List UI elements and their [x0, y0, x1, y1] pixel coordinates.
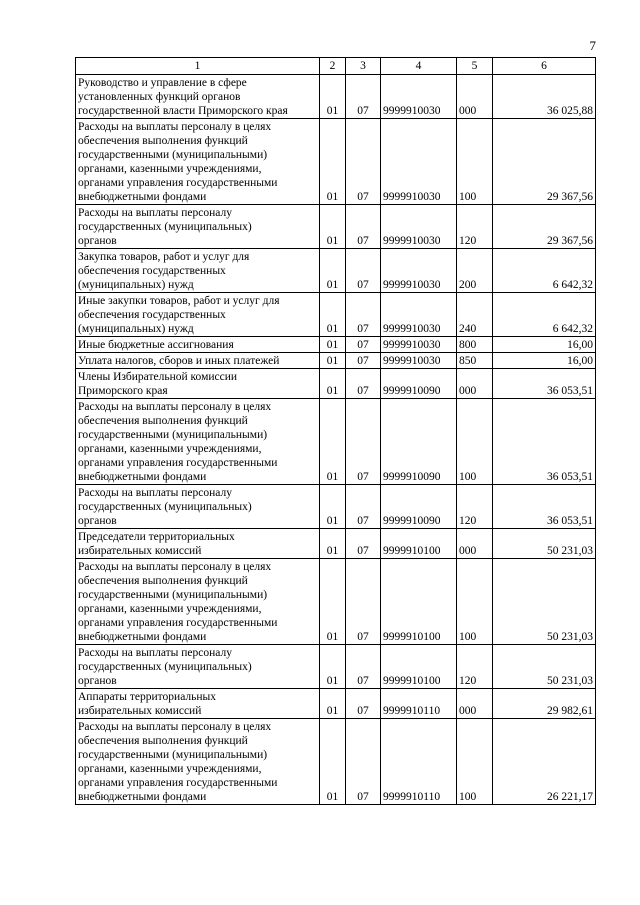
row-name-cell: [76, 399, 320, 485]
amount-cell: 50 231,03: [493, 559, 596, 645]
amount-cell: 50 231,03: [493, 529, 596, 559]
row-name-line: внебюджетными фондами: [78, 191, 207, 203]
section-cell: 01: [320, 559, 346, 645]
amount-cell: 16,00: [493, 337, 596, 353]
row-name-line: избирательных комиссий: [78, 705, 202, 717]
row-name-line: государственными (муниципальными): [78, 749, 268, 761]
amount-cell: 50 231,03: [493, 645, 596, 689]
target-article-cell: 9999910110: [381, 719, 457, 805]
expense-type-cell: 000: [457, 75, 493, 119]
expense-type-cell: 120: [457, 485, 493, 529]
subsection-cell: 07: [346, 249, 381, 293]
row-name-line: органов: [78, 235, 117, 247]
column-header-2: 2: [320, 58, 346, 75]
row-name-line: Председатели территориальных: [78, 531, 235, 543]
row-name-line: Иные закупки товаров, работ и услуг для: [78, 295, 280, 307]
amount-cell: 29 982,61: [493, 689, 596, 719]
table-row: [76, 719, 596, 805]
row-name-line: органами, казенными учреждениями,: [78, 603, 262, 615]
expense-type-cell: 100: [457, 719, 493, 805]
amount-cell: 26 221,17: [493, 719, 596, 805]
row-name-line: органами, казенными учреждениями,: [78, 443, 262, 455]
table-row: [76, 369, 596, 399]
table-row: [76, 559, 596, 645]
table-row: [76, 353, 596, 369]
expense-type-cell: 100: [457, 119, 493, 205]
row-name-line: Расходы на выплаты персоналу в целях: [78, 561, 272, 573]
amount-cell: 29 367,56: [493, 205, 596, 249]
expense-type-cell: 100: [457, 399, 493, 485]
column-header-5: 5: [457, 58, 493, 75]
subsection-cell: 07: [346, 645, 381, 689]
table-row: [76, 119, 596, 205]
subsection-cell: 07: [346, 689, 381, 719]
row-name-line: государственных (муниципальных): [78, 501, 252, 513]
amount-cell: 29 367,56: [493, 119, 596, 205]
row-name-line: органов: [78, 675, 117, 687]
target-article-cell: 9999910100: [381, 645, 457, 689]
table-row: [76, 399, 596, 485]
row-name-cell: [76, 719, 320, 805]
expense-type-cell: 800: [457, 337, 493, 353]
row-name-line: Расходы на выплаты персоналу в целях: [78, 721, 272, 733]
row-name-line: Закупка товаров, работ и услуг для: [78, 251, 250, 263]
table-row: [76, 485, 596, 529]
column-header-3: 3: [346, 58, 381, 75]
row-name-line: обеспечения выполнения функций: [78, 735, 248, 747]
subsection-cell: 07: [346, 119, 381, 205]
target-article-cell: 9999910030: [381, 75, 457, 119]
expense-type-cell: 200: [457, 249, 493, 293]
target-article-cell: 9999910030: [381, 353, 457, 369]
row-name-line: внебюджетными фондами: [78, 471, 207, 483]
row-name-cell: [76, 75, 320, 119]
row-name-line: (муниципальных) нужд: [78, 279, 194, 291]
table-row: [76, 689, 596, 719]
row-name-line: Аппараты территориальных: [78, 691, 217, 703]
table-row: [76, 293, 596, 337]
amount-cell: 36 053,51: [493, 369, 596, 399]
table-row: [76, 529, 596, 559]
expense-type-cell: 100: [457, 559, 493, 645]
expense-type-cell: 000: [457, 689, 493, 719]
table-row: [76, 75, 596, 119]
subsection-cell: 07: [346, 353, 381, 369]
row-name-line: органами управления государственными: [78, 777, 278, 789]
amount-cell: 36 053,51: [493, 485, 596, 529]
row-name-cell: [76, 485, 320, 529]
row-name-line: государственной власти Приморского края: [78, 105, 288, 117]
row-name-line: государственных (муниципальных): [78, 221, 252, 233]
row-name-line: избирательных комиссий: [78, 545, 202, 557]
table-row: [76, 249, 596, 293]
amount-cell: 16,00: [493, 353, 596, 369]
row-name-line: установленных функций органов: [78, 91, 241, 103]
row-name-cell: [76, 337, 320, 353]
table-row: [76, 645, 596, 689]
section-cell: 01: [320, 353, 346, 369]
section-cell: 01: [320, 205, 346, 249]
page-number: 7: [589, 38, 596, 53]
subsection-cell: 07: [346, 293, 381, 337]
subsection-cell: 07: [346, 369, 381, 399]
row-name-line: Расходы на выплаты персоналу в целях: [78, 121, 272, 133]
row-name-line: органов: [78, 515, 117, 527]
table-header-row: [76, 58, 596, 75]
subsection-cell: 07: [346, 399, 381, 485]
subsection-cell: 07: [346, 485, 381, 529]
target-article-cell: 9999910090: [381, 369, 457, 399]
row-name-line: Приморского края: [78, 385, 168, 397]
expense-type-cell: 240: [457, 293, 493, 337]
row-name-cell: [76, 369, 320, 399]
row-name-cell: [76, 645, 320, 689]
section-cell: 01: [320, 399, 346, 485]
row-name-line: органами, казенными учреждениями,: [78, 763, 262, 775]
amount-cell: 36 025,88: [493, 75, 596, 119]
row-name-line: обеспечения государственных: [78, 309, 226, 321]
table-row: [76, 337, 596, 353]
row-name-cell: [76, 119, 320, 205]
amount-cell: 6 642,32: [493, 249, 596, 293]
row-name-line: Уплата налогов, сборов и иных платежей: [78, 355, 280, 367]
subsection-cell: 07: [346, 529, 381, 559]
target-article-cell: 9999910100: [381, 529, 457, 559]
section-cell: 01: [320, 119, 346, 205]
row-name-line: Расходы на выплаты персоналу в целях: [78, 401, 272, 413]
subsection-cell: 07: [346, 719, 381, 805]
row-name-line: органами, казенными учреждениями,: [78, 163, 262, 175]
section-cell: 01: [320, 337, 346, 353]
budget-table: [75, 57, 596, 805]
target-article-cell: 9999910090: [381, 485, 457, 529]
expense-type-cell: 120: [457, 645, 493, 689]
row-name-line: Расходы на выплаты персоналу: [78, 487, 232, 499]
table-row: [76, 205, 596, 249]
subsection-cell: 07: [346, 559, 381, 645]
target-article-cell: 9999910030: [381, 205, 457, 249]
row-name-line: внебюджетными фондами: [78, 791, 207, 803]
row-name-line: государственными (муниципальными): [78, 429, 268, 441]
target-article-cell: 9999910030: [381, 293, 457, 337]
row-name-line: органами управления государственными: [78, 617, 278, 629]
target-article-cell: 9999910030: [381, 337, 457, 353]
row-name-line: государственных (муниципальных): [78, 661, 252, 673]
target-article-cell: 9999910030: [381, 249, 457, 293]
column-header-1: 1: [76, 58, 320, 75]
column-header-4: 4: [381, 58, 457, 75]
subsection-cell: 07: [346, 75, 381, 119]
target-article-cell: 9999910110: [381, 689, 457, 719]
row-name-line: Руководство и управление в сфере: [78, 77, 247, 89]
row-name-line: обеспечения государственных: [78, 265, 226, 277]
row-name-cell: [76, 689, 320, 719]
section-cell: 01: [320, 529, 346, 559]
subsection-cell: 07: [346, 337, 381, 353]
row-name-line: государственными (муниципальными): [78, 149, 268, 161]
table-body: [76, 75, 596, 805]
row-name-line: обеспечения выполнения функций: [78, 135, 248, 147]
row-name-line: Расходы на выплаты персоналу: [78, 647, 232, 659]
row-name-line: обеспечения выполнения функций: [78, 415, 248, 427]
row-name-cell: [76, 529, 320, 559]
section-cell: 01: [320, 485, 346, 529]
row-name-cell: [76, 293, 320, 337]
row-name-line: обеспечения выполнения функций: [78, 575, 248, 587]
section-cell: 01: [320, 645, 346, 689]
row-name-line: государственными (муниципальными): [78, 589, 268, 601]
amount-cell: 6 642,32: [493, 293, 596, 337]
column-header-6: 6: [493, 58, 596, 75]
row-name-cell: [76, 205, 320, 249]
row-name-line: Члены Избирательной комиссии: [78, 371, 238, 383]
section-cell: 01: [320, 369, 346, 399]
row-name-cell: [76, 249, 320, 293]
section-cell: 01: [320, 689, 346, 719]
row-name-line: внебюджетными фондами: [78, 631, 207, 643]
target-article-cell: 9999910090: [381, 399, 457, 485]
row-name-line: Расходы на выплаты персоналу: [78, 207, 232, 219]
row-name-cell: [76, 559, 320, 645]
row-name-line: (муниципальных) нужд: [78, 323, 194, 335]
amount-cell: 36 053,51: [493, 399, 596, 485]
section-cell: 01: [320, 293, 346, 337]
row-name-line: органами управления государственными: [78, 457, 278, 469]
expense-type-cell: 000: [457, 369, 493, 399]
row-name-line: органами управления государственными: [78, 177, 278, 189]
expense-type-cell: 000: [457, 529, 493, 559]
section-cell: 01: [320, 249, 346, 293]
target-article-cell: 9999910030: [381, 119, 457, 205]
target-article-cell: 9999910100: [381, 559, 457, 645]
section-cell: 01: [320, 719, 346, 805]
row-name-cell: [76, 353, 320, 369]
section-cell: 01: [320, 75, 346, 119]
expense-type-cell: 850: [457, 353, 493, 369]
row-name-line: Иные бюджетные ассигнования: [78, 339, 234, 351]
subsection-cell: 07: [346, 205, 381, 249]
expense-type-cell: 120: [457, 205, 493, 249]
